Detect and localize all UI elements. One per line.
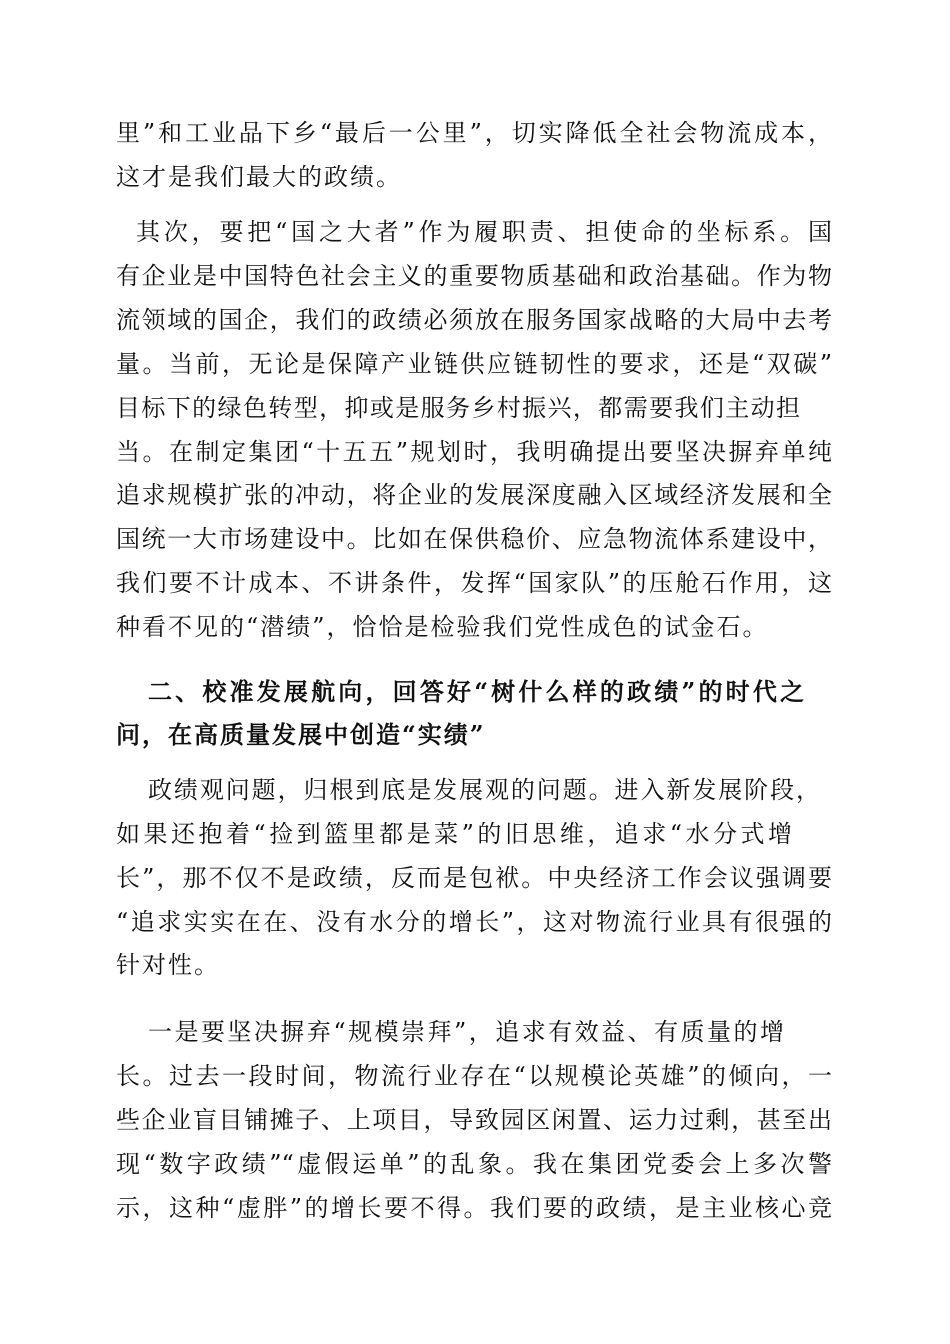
text-line: 针对性。 <box>116 951 220 979</box>
text-line: 政绩观问题，归根到底是发展观的问题。进入新发展阶段， <box>148 776 820 804</box>
text-line: 一是要坚决摒弃“规模崇拜”，追求有效益、有质量的增 <box>148 1018 784 1046</box>
text-line: 追求规模扩张的冲动，将企业的发展深度融入区域经济发展和全 <box>116 481 832 509</box>
text-line: 长。过去一段时间，物流行业存在“以规模论英雄”的倾向，一 <box>116 1062 832 1090</box>
text-line: 其次，要把“国之大者”作为履职责、担使命的坐标系。国 <box>136 218 832 246</box>
section-heading: 问，在高质量发展中创造“实绩” <box>116 720 486 749</box>
text-line: 种看不见的“潜绩”，恰恰是检验我们党性成色的试金石。 <box>116 613 769 641</box>
text-line: 现“数字政绩”“虚假运单”的乱象。我在集团党委会上多次警 <box>116 1150 832 1178</box>
text-line: 流领域的国企，我们的政绩必须放在服务国家战略的大局中去考 <box>116 306 832 334</box>
text-line: 国统一大市场建设中。比如在保供稳价、应急物流体系建设中， <box>116 525 832 553</box>
text-line: 当。在制定集团“十五五”规划时，我明确提出要坚决摒弃单纯 <box>116 438 832 466</box>
text-line: 长”，那不仅不是政绩，反而是包袱。中央经济工作会议强调要 <box>116 864 832 892</box>
text-line: 如果还抱着“捡到篮里都是菜”的旧思维，追求“水分式增 <box>116 820 792 848</box>
text-line: 这才是我们最大的政绩。 <box>116 163 402 191</box>
section-heading: 二、校准发展航向，回答好“树什么样的政绩”的时代之 <box>148 677 804 706</box>
text-line: 有企业是中国特色社会主义的重要物质基础和政治基础。作为物 <box>116 262 832 290</box>
text-line: 些企业盲目铺摊子、上项目，导致园区闲置、运力过剩，甚至出 <box>116 1106 832 1134</box>
text-line: 示，这种“虚胖”的增长要不得。我们要的政绩，是主业核心竞 <box>116 1194 832 1222</box>
text-line: 量。当前，无论是保障产业链供应链韧性的要求，还是“双碳” <box>116 350 832 378</box>
text-line: 里”和工业品下乡“最后一公里”，切实降低全社会物流成本， <box>116 119 832 147</box>
text-line: 我们要不计成本、不讲条件，发挥“国家队”的压舱石作用，这 <box>116 569 832 597</box>
text-line: 目标下的绿色转型，抑或是服务乡村振兴，都需要我们主动担 <box>116 394 800 422</box>
text-line: “追求实实在在、没有水分的增长”，这对物流行业具有很强的 <box>116 908 832 936</box>
